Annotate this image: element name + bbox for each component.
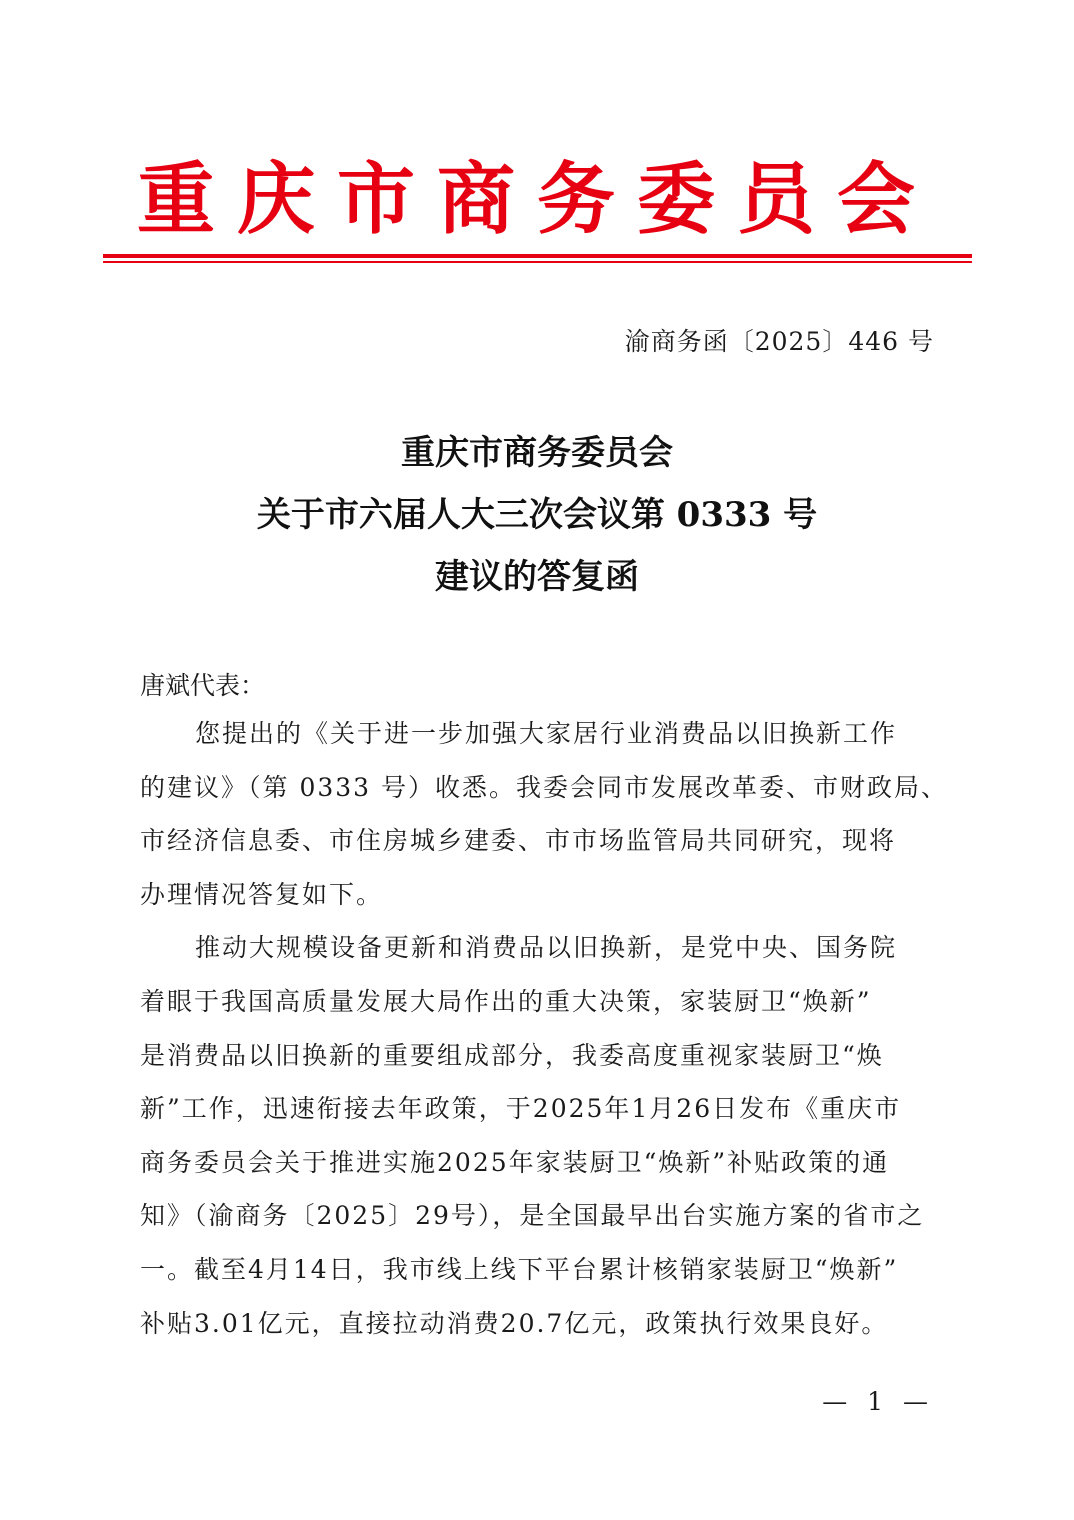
body-line: 是消费品以旧换新的重要组成部分，我委高度重视家装厨卫“焕 xyxy=(140,1040,884,1070)
body-line: 办理情况答复如下。 xyxy=(140,879,384,909)
document-title xyxy=(100,422,974,608)
salutation: 唐斌代表： xyxy=(140,671,266,700)
title-line-1: 重庆市商务委员会 xyxy=(401,433,673,473)
body-line: 着眼于我国高质量发展大局作出的重大决策，家装厨卫“焕新” xyxy=(140,986,872,1016)
body-line: 一。截至4月14日，我市线上线下平台累计核销家装厨卫“焕新” xyxy=(140,1254,899,1284)
page-number: — 1 — xyxy=(822,1387,934,1416)
letter-body xyxy=(140,716,949,1359)
masthead-title: 重庆市商务委员会 xyxy=(136,154,937,245)
body-line: 市经济信息委、市住房城乡建委、市市场监管局共同研究，现将 xyxy=(140,826,897,856)
title-line-2: 关于市六届人大三次会议第 0333 号 xyxy=(256,495,818,535)
body-line: 新”工作，迅速衔接去年政策，于2025年1月26日发布《重庆市 xyxy=(140,1094,902,1124)
masthead-red-rule-thin xyxy=(103,261,972,263)
body-line: 的建议》（第 0333 号）收悉。我委会同市发展改革委、市财政局、 xyxy=(140,772,949,802)
body-line: 推动大规模设备更新和消费品以旧换新，是党中央、国务院 xyxy=(195,933,898,963)
masthead-red-rule-thick xyxy=(103,254,972,258)
document-number: 渝商务函〔2025〕446 号 xyxy=(624,327,934,356)
body-line: 补贴3.01亿元，直接拉动消费20.7亿元，政策执行效果良好。 xyxy=(140,1308,889,1338)
body-line: 商务委员会关于推进实施2025年家装厨卫“焕新”补贴政策的通 xyxy=(140,1147,890,1177)
body-line: 您提出的《关于进一步加强大家居行业消费品以旧换新工作 xyxy=(195,719,898,748)
body-line: 知》（渝商务〔2025〕29号），是全国最早出台实施方案的省市之 xyxy=(140,1201,925,1231)
title-line-3: 建议的答复函 xyxy=(435,557,639,597)
